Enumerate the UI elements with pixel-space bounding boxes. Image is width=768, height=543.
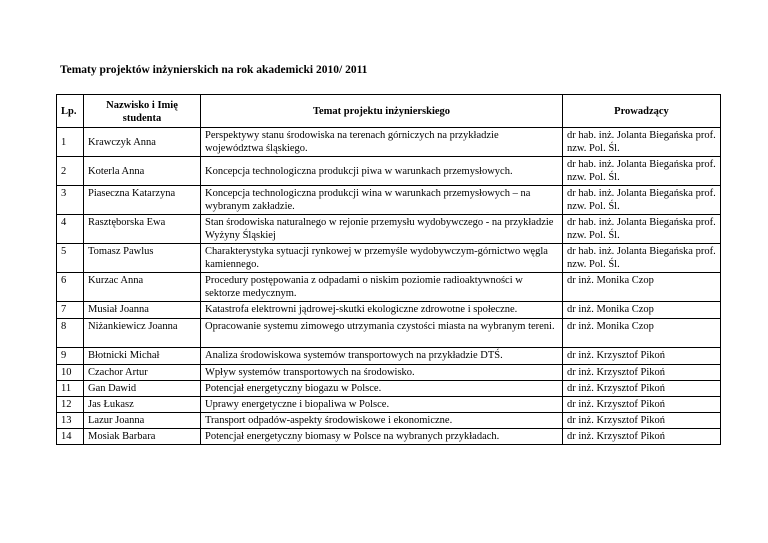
row-student: Rasztęborska Ewa [84, 215, 201, 244]
row-lp: 10 [57, 365, 84, 381]
table-row [57, 186, 721, 215]
row-student: Musiał Joanna [84, 302, 201, 319]
table-row [57, 302, 721, 319]
row-lp: 11 [57, 381, 84, 397]
row-supervisor: dr hab. inż. Jolanta Biegańska prof. nzw. Pol. Śl. [563, 244, 721, 273]
row-topic: Katastrofa elektrowni jądrowej-skutki ekologiczne zdrowotne i społeczne. [201, 302, 563, 319]
table-row [57, 319, 721, 348]
row-topic: Potencjał energetyczny biogazu w Polsce. [201, 381, 563, 397]
row-supervisor: dr inż. Monika Czop [563, 273, 721, 302]
row-topic: Uprawy energetyczne i biopaliwa w Polsce. [201, 397, 563, 413]
row-topic: Opracowanie systemu zimowego utrzymania czystości miasta na wybranym tereni. [201, 319, 563, 348]
row-topic: Perspektywy stanu środowiska na terenach górniczych na przykładzie województwa śląskiego. [201, 128, 563, 157]
row-supervisor: dr inż. Krzysztof Pikoń [563, 413, 721, 429]
document-title: Tematy projektów inżynierskich na rok akademicki 2010/ 2011 [60, 64, 368, 76]
row-topic: Potencjał energetyczny biomasy w Polsce na wybranych przykładach. [201, 429, 563, 445]
row-student: Krawczyk Anna [84, 128, 201, 157]
row-topic: Procedury postępowania z odpadami o niskim poziomie radioaktywności w sektorze medycznym. [201, 273, 563, 302]
row-topic: Stan środowiska naturalnego w rejonie przemysłu wydobywczego - na przykładzie Wyżyny Śląskiej [201, 215, 563, 244]
row-lp: 8 [57, 319, 84, 348]
table-row [57, 348, 721, 365]
row-supervisor: dr inż. Krzysztof Pikoń [563, 381, 721, 397]
row-student: Jas Łukasz [84, 397, 201, 413]
row-topic: Koncepcja technologiczna produkcji wina w warunkach przemysłowych – na wybranym zakładzie. [201, 186, 563, 215]
row-supervisor: dr inż. Monika Czop [563, 302, 721, 319]
row-supervisor: dr hab. inż. Jolanta Biegańska prof. nzw. Pol. Śl. [563, 128, 721, 157]
row-lp: 4 [57, 215, 84, 244]
row-lp: 9 [57, 348, 84, 365]
table-row [57, 381, 721, 397]
row-student: Gan Dawid [84, 381, 201, 397]
row-supervisor: dr hab. inż. Jolanta Biegańska prof. nzw. Pol. Śl. [563, 186, 721, 215]
row-supervisor: dr inż. Krzysztof Pikoń [563, 397, 721, 413]
row-lp: 12 [57, 397, 84, 413]
row-student: Piaseczna Katarzyna [84, 186, 201, 215]
row-student: Koterla Anna [84, 157, 201, 186]
header-student: Nazwisko i Imię studenta [84, 95, 201, 128]
row-supervisor: dr hab. inż. Jolanta Biegańska prof. nzw. Pol. Śl. [563, 215, 721, 244]
row-supervisor: dr hab. inż. Jolanta Biegańska prof. nzw. Pol. Śl. [563, 157, 721, 186]
table-row [57, 128, 721, 157]
row-lp: 14 [57, 429, 84, 445]
row-lp: 5 [57, 244, 84, 273]
table-row [57, 365, 721, 381]
table-row [57, 215, 721, 244]
row-student: Lazur Joanna [84, 413, 201, 429]
table-row [57, 244, 721, 273]
header-supervisor: Prowadzący [563, 95, 721, 128]
row-student: Kurzac Anna [84, 273, 201, 302]
row-lp: 2 [57, 157, 84, 186]
row-supervisor: dr inż. Krzysztof Pikoń [563, 348, 721, 365]
table-row [57, 413, 721, 429]
row-supervisor: dr inż. Krzysztof Pikoń [563, 365, 721, 381]
row-student: Niżankiewicz Joanna [84, 319, 201, 348]
row-student: Mosiak Barbara [84, 429, 201, 445]
table-row [57, 273, 721, 302]
projects-table [56, 94, 721, 445]
row-topic: Analiza środowiskowa systemów transportowych na przykładzie DTŚ. [201, 348, 563, 365]
header-lp: Lp. [57, 95, 84, 128]
row-lp: 13 [57, 413, 84, 429]
header-topic: Temat projektu inżynierskiego [201, 95, 563, 128]
row-student: Tomasz Pawlus [84, 244, 201, 273]
row-topic: Transport odpadów-aspekty środowiskowe i ekonomiczne. [201, 413, 563, 429]
row-topic: Wpływ systemów transportowych na środowisko. [201, 365, 563, 381]
row-lp: 1 [57, 128, 84, 157]
row-lp: 7 [57, 302, 84, 319]
row-supervisor: dr inż. Monika Czop [563, 319, 721, 348]
row-lp: 3 [57, 186, 84, 215]
table-row [57, 429, 721, 445]
row-supervisor: dr inż. Krzysztof Pikoń [563, 429, 721, 445]
row-student: Czachor Artur [84, 365, 201, 381]
table-header-row [57, 95, 721, 128]
row-topic: Koncepcja technologiczna produkcji piwa w warunkach przemysłowych. [201, 157, 563, 186]
row-student: Błotnicki Michał [84, 348, 201, 365]
table-row [57, 157, 721, 186]
row-topic: Charakterystyka sytuacji rynkowej w przemyśle wydobywczym-górnictwo węgla kamiennego. [201, 244, 563, 273]
row-lp: 6 [57, 273, 84, 302]
table-row [57, 397, 721, 413]
